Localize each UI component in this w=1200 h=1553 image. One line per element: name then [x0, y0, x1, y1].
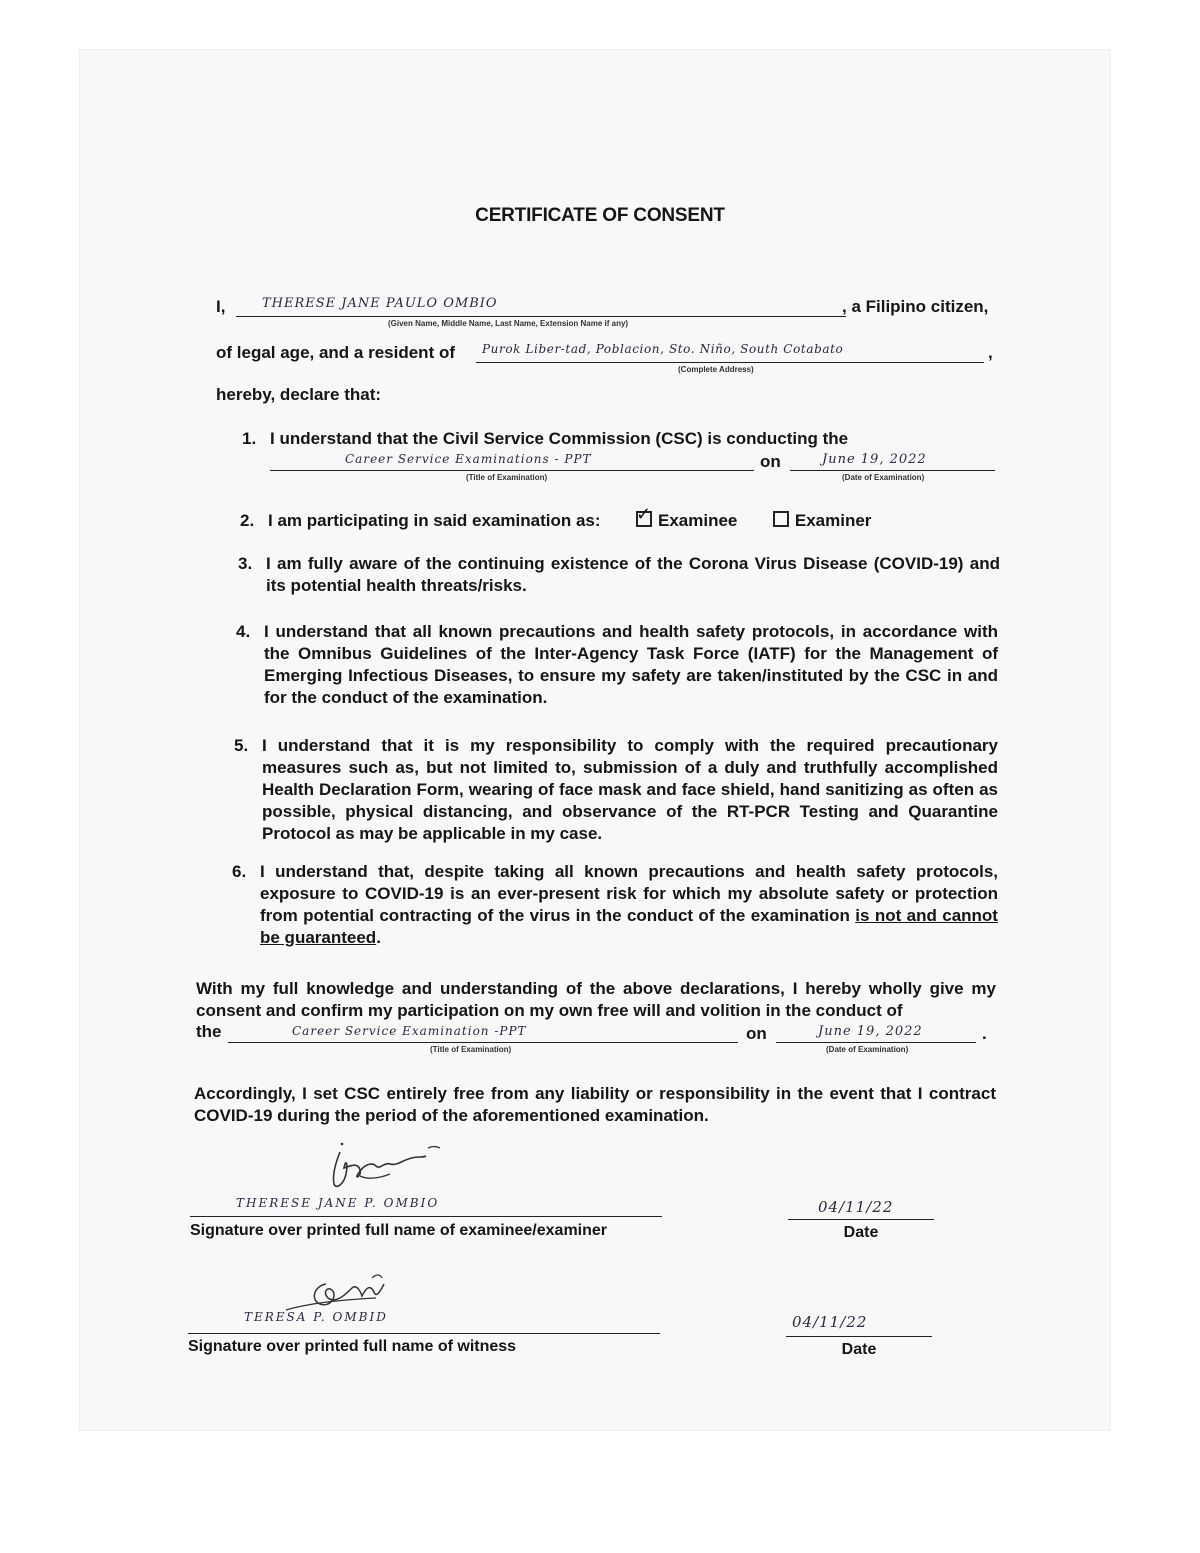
examinee-printed-name: THERESE JANE P. OMBIO: [236, 1196, 440, 1210]
item-number: 2.: [240, 511, 255, 530]
consent-exam-handwritten: Career Service Examination -PPT: [292, 1024, 527, 1038]
item-5: [234, 735, 998, 845]
item-number: 5.: [234, 736, 249, 755]
examinee-date-label: Date: [843, 1224, 879, 1241]
declare-text: hereby, declare that:: [216, 385, 382, 404]
examinee-checkbox[interactable]: [636, 504, 652, 527]
exam-title-caption: (Title of Examination): [466, 473, 548, 482]
item-2-text: I am participating in said examination as:: [268, 511, 601, 530]
exam-title-handwritten: Career Service Examinations - PPT: [345, 452, 592, 466]
item-1: [242, 428, 998, 450]
examinee-signature-line: [190, 1216, 662, 1217]
consent-date-handwritten: June 19, 2022: [818, 1024, 923, 1039]
item-4-text: I understand that all known precautions and health safety protocols, in accordance with the Omnibus Guidelines of the Inter-Agency Task Force (IATF) for the Management of Emerging Infectious Diseases, to ensure my safety are taken/instituted by the CSC in and for the conduct of the examination.: [264, 622, 998, 707]
check-mark-icon: ✓: [636, 504, 652, 524]
resident-prefix: of legal age, and a resident of: [216, 343, 455, 362]
name-handwritten: THERESE JANE PAULO OMBIO: [262, 296, 498, 311]
consent-on: on: [746, 1024, 767, 1043]
consent-paragraph: With my full knowledge and understanding of the above declarations, I hereby wholly give my consent and confirm my participation on my own free will and volition in the conduct of: [196, 979, 996, 1020]
item-number: 6.: [232, 862, 247, 881]
item-number: 3.: [238, 554, 253, 573]
exam-title-underline: [270, 470, 754, 471]
intro-suffix: , a Filipino citizen,: [842, 297, 989, 316]
witness-signature-label: Signature over printed full name of witness: [188, 1338, 517, 1355]
item-3-text: I am fully aware of the continuing existence of the Corona Virus Disease (COVID-19) and its potential health threats/risks.: [266, 554, 1000, 595]
intro-prefix: I,: [216, 297, 226, 316]
item-6-end: .: [376, 928, 381, 947]
address-handwritten: Purok Liber-tad, Poblacion, Sto. Niño, South Cotabato: [482, 342, 844, 356]
item-2: [240, 504, 1008, 532]
consent-exam-underline: [228, 1042, 738, 1043]
examinee-signature-image: [310, 1140, 460, 1195]
address-comma: ,: [988, 343, 993, 362]
witness-printed-name: TERESA P. OMBID: [244, 1310, 388, 1324]
exam-date-caption: (Date of Examination): [842, 473, 925, 482]
consent-the: the: [196, 1022, 222, 1041]
item-6-underlined: is not and cannot be guaranteed: [260, 906, 998, 947]
item-number: 1.: [242, 429, 257, 448]
witness-date-line: [786, 1336, 932, 1337]
item-5-text: I understand that it is my responsibility to comply with the required precautionary measures such as, but not limited to, submission of a duly and truthfully accomplished Health Declaration Form, wearing of face mask and face shield, hand sanitizing as often as possible, physical distancing, and observance of the RT-PCR Testing and Quarantine Protocol as may be applicable in my case.: [262, 736, 998, 843]
examiner-checkbox[interactable]: [773, 511, 789, 527]
exam-date-underline: [790, 470, 995, 471]
item-number: 4.: [236, 622, 251, 641]
item-1-on: on: [760, 452, 781, 471]
consent-period: .: [982, 1024, 987, 1043]
examinee-date-handwritten: 04/11/22: [818, 1198, 894, 1216]
item-4: [236, 621, 998, 709]
witness-date-handwritten: 04/11/22: [792, 1313, 868, 1331]
examinee-signature-label: Signature over printed full name of examinee/examiner: [190, 1222, 608, 1239]
examinee-label: Examinee: [658, 511, 738, 530]
consent-date-caption: (Date of Examination): [826, 1045, 909, 1054]
item-3: [238, 553, 1000, 597]
examinee-date-line: [788, 1219, 934, 1220]
address-caption: (Complete Address): [678, 365, 754, 374]
exam-date-handwritten: June 19, 2022: [822, 452, 927, 467]
consent-date-underline: [776, 1042, 976, 1043]
witness-signature-line: [188, 1333, 660, 1334]
name-underline: [236, 316, 846, 317]
document-title: CERTIFICATE OF CONSENT: [475, 205, 725, 226]
name-caption: (Given Name, Middle Name, Last Name, Extension Name if any): [388, 319, 629, 328]
witness-date-label: Date: [841, 1341, 877, 1358]
examiner-label: Examiner: [794, 511, 872, 530]
item-6: [232, 861, 998, 949]
release-paragraph: Accordingly, I set CSC entirely free from any liability or responsibility in the event that I contract COVID-19 during the period of the aforementioned examination.: [194, 1084, 996, 1125]
item-6-text: I understand that, despite taking all known precautions and health safety protocols, exposure to COVID-19 is an ever-present risk for which my absolute safety or protection from potential contracting of the virus in the conduct of the examination: [260, 862, 998, 925]
item-1-text: I understand that the Civil Service Commission (CSC) is conducting the: [270, 429, 849, 448]
consent-exam-caption: (Title of Examination): [430, 1045, 512, 1054]
address-underline: [476, 362, 984, 363]
